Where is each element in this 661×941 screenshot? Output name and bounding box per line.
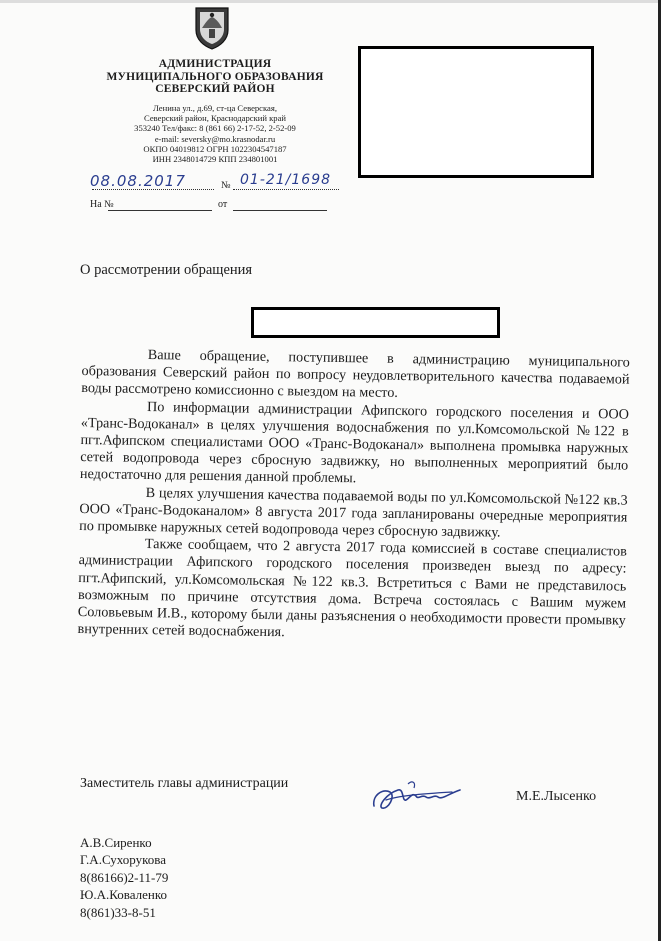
address-line: e-mail: seversky@mo.krasnodar.ru [154,133,276,144]
org-line: АДМИНИСТРАЦИЯ [158,58,272,70]
signatory-name: М.Е.Лысенко [516,789,597,804]
address-line: ОКПО 04019812 ОГРН 1022304547187 [143,143,287,154]
reference-date-line [233,210,327,211]
coat-of-arms-icon [192,4,232,50]
reference-date-label: от [218,199,228,210]
handwritten-signature [368,770,468,820]
contact-line: 8(86166)2-11-79 [80,869,169,885]
registration-number-label: № [221,180,231,191]
contact-line: 8(861)33-8-51 [80,904,156,920]
org-line: МУНИЦИПАЛЬНОГО ОБРАЗОВАНИЯ [106,70,324,83]
registration-date: 08.08.2017 [90,172,186,190]
contacts-block [80,834,168,921]
address-line: Северский район, Краснодарский край [143,113,287,124]
reference-number-label: На № [90,199,114,210]
address-line: Ленина ул., д.69, ст-ца Северская, [153,103,277,113]
registration-number: 01-21/1698 [240,172,332,188]
organization-name [100,58,330,96]
registration-date-line [92,189,214,190]
registration-number-line [233,189,339,190]
body-paragraph: По информации администрации Афипского городского поселения и ООО «Транс-Водоканал» в целях улучшения водоснабжения по ул.Комсомольской №122 в пгт.Афипском специалистами ООО «Транс-Водоканал» выполнена промывка наружных сетей водопровода через сбросную задвижку, но выполненных мероприятий было недостаточно для решения данной проблемы. [79,398,630,487]
org-line: СЕВЕРСКИЙ РАЙОН [155,83,275,95]
signatory-title: Заместитель главы администрации [80,776,289,791]
contact-line: А.В.Сиренко [80,835,152,850]
address-line: 353240 Тел/факс: 8 (861 66) 2-17-52, 2-52-09 [134,123,296,134]
redacted-addressee-line [251,307,500,338]
address-line: ИНН 2348014729 КПП 234801001 [152,154,278,165]
contact-line: Г.А.Сухорукова [80,852,167,868]
registration-row [90,172,340,194]
letter-body [77,346,630,647]
body-paragraph: Ваше обращение, поступившее в администрацию муниципального образования Северский район по вопросу неудовлетворительного качества подаваемой воды рассмотрено комиссионно с выездом на место. [81,347,630,402]
reference-row [90,199,340,215]
contact-line: Ю.А.Коваленко [80,887,167,903]
reference-number-line [108,210,212,211]
letter-subject: О рассмотрении обращения [80,262,253,278]
redacted-recipient-block [358,46,594,178]
body-paragraph: В целях улучшения качества подаваемой воды по ул.Комсомольской №122 кв.3 ООО «Транс-Водоканалом» 8 августа 2017 года запланированы очередные мероприятия по промывке наружных сетей водопровода через сбросную задвижку. [79,484,628,541]
body-paragraph: Также сообщаем, что 2 августа 2017 года комиссией в составе специалистов администрации Афипского городского поселения произведен выезд по адресу: пгт.Афипский, ул.Комсомольская №122 кв.3. Встретиться с Вами не представилось возможным по причине отсутствия дома. Встреча состоялась с Вашим мужем Соловьевым И.В., которому были даны разъяснения о необходимости провести промывку внутренних сетей водоснабжения. [77,536,627,641]
organization-address [100,103,330,164]
scan-top-shadow [0,0,661,3]
